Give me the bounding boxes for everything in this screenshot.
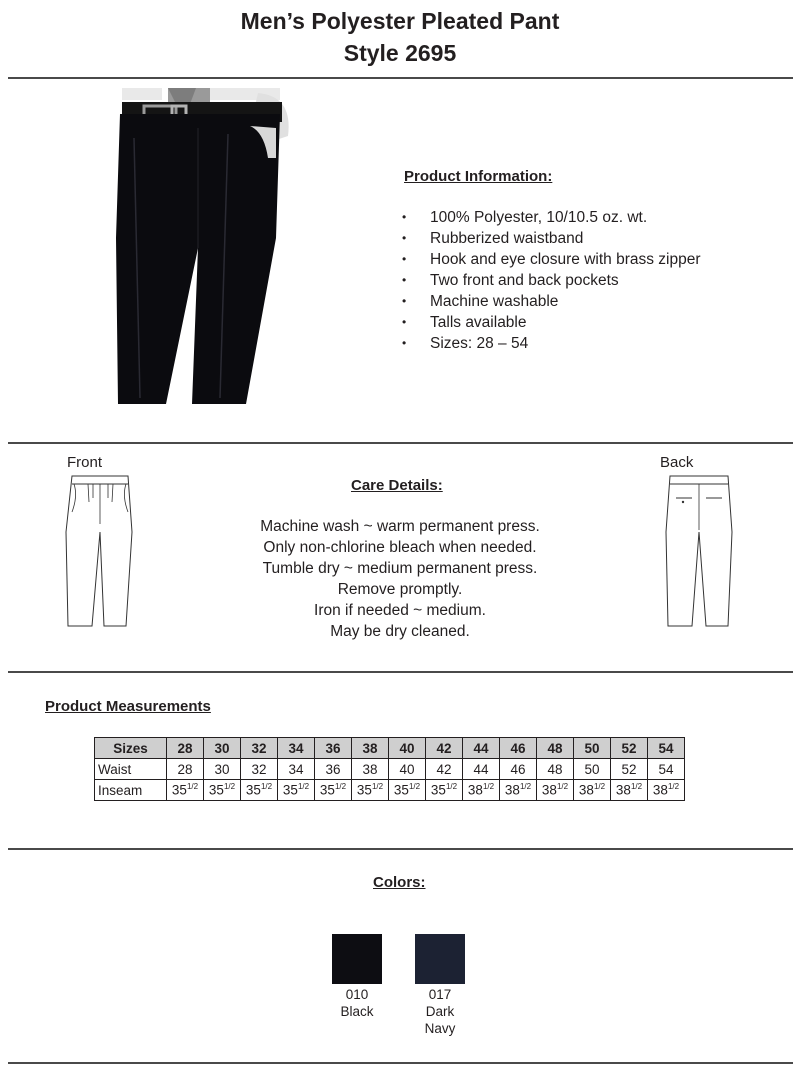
care-instructions bbox=[200, 516, 600, 642]
inseam-cell: $35^{1/2}$ bbox=[389, 780, 426, 801]
color-swatch-dark-navy bbox=[415, 934, 465, 984]
inseam-cell: $35^{1/2}$ bbox=[167, 780, 204, 801]
care-line: Remove promptly. bbox=[337, 581, 463, 598]
divider bbox=[8, 77, 793, 79]
list-item: • Rubberized waistband bbox=[402, 230, 584, 247]
divider bbox=[8, 1062, 793, 1064]
care-line: Only non-chlorine bleach when needed. bbox=[263, 539, 537, 556]
list-item: • Machine washable bbox=[402, 293, 559, 310]
inseam-cell: $38^{1/2}$ bbox=[574, 780, 611, 801]
waist-cell: 54 bbox=[648, 759, 685, 780]
style-number: Style 2695 bbox=[343, 40, 457, 66]
inseam-cell: $38^{1/2}$ bbox=[500, 780, 537, 801]
row-label: Waist bbox=[95, 759, 167, 780]
product-info-list bbox=[402, 207, 701, 354]
colors-heading: Colors: bbox=[373, 874, 426, 891]
waist-cell: 44 bbox=[463, 759, 500, 780]
care-heading: Care Details: bbox=[351, 477, 443, 494]
divider bbox=[8, 671, 793, 673]
pants-photo-icon bbox=[108, 88, 298, 408]
inseam-cell: $35^{1/2}$ bbox=[278, 780, 315, 801]
table-row bbox=[95, 759, 685, 780]
care-line: Tumble dry ~ medium permanent press. bbox=[262, 560, 538, 577]
size-cell: 30 bbox=[204, 738, 241, 759]
inseam-cell: $35^{1/2}$ bbox=[426, 780, 463, 801]
size-cell: 36 bbox=[315, 738, 352, 759]
list-item: • Hook and eye closure with brass zipper bbox=[402, 251, 701, 268]
inseam-cell: $38^{1/2}$ bbox=[463, 780, 500, 801]
divider bbox=[8, 442, 793, 444]
list-item: • Talls available bbox=[402, 314, 527, 331]
pants-back-sketch-icon bbox=[662, 472, 736, 630]
waist-cell: 48 bbox=[537, 759, 574, 780]
size-cell: 38 bbox=[352, 738, 389, 759]
inseam-cell: $35^{1/2}$ bbox=[204, 780, 241, 801]
list-item: • 100% Polyester, 10/10.5 oz. wt. bbox=[402, 209, 648, 226]
color-swatch-black bbox=[332, 934, 382, 984]
pants-front-sketch-icon bbox=[62, 472, 136, 630]
inseam-cell: $38^{1/2}$ bbox=[611, 780, 648, 801]
page-title: Men’s Polyester Pleated Pant bbox=[240, 8, 560, 34]
size-cell: 50 bbox=[574, 738, 611, 759]
waist-cell: 38 bbox=[352, 759, 389, 780]
waist-cell: 34 bbox=[278, 759, 315, 780]
size-cell: 54 bbox=[648, 738, 685, 759]
size-cell: 34 bbox=[278, 738, 315, 759]
waist-cell: 42 bbox=[426, 759, 463, 780]
row-label: Inseam bbox=[95, 780, 167, 801]
measurements-heading: Product Measurements bbox=[45, 698, 211, 715]
size-cell: 44 bbox=[463, 738, 500, 759]
size-table bbox=[94, 737, 685, 801]
list-item: • Two front and back pockets bbox=[402, 272, 619, 289]
waist-cell: 46 bbox=[500, 759, 537, 780]
inseam-cell: $35^{1/2}$ bbox=[241, 780, 278, 801]
size-cell: 48 bbox=[537, 738, 574, 759]
waist-cell: 52 bbox=[611, 759, 648, 780]
waist-cell: 28 bbox=[167, 759, 204, 780]
inseam-cell: $38^{1/2}$ bbox=[537, 780, 574, 801]
waist-cell: 50 bbox=[574, 759, 611, 780]
care-line: Iron if needed ~ medium. bbox=[314, 602, 486, 619]
waist-cell: 36 bbox=[315, 759, 352, 780]
table-row bbox=[95, 780, 685, 801]
care-line: Machine wash ~ warm permanent press. bbox=[260, 518, 540, 535]
divider bbox=[8, 848, 793, 850]
front-label: Front bbox=[67, 454, 103, 471]
size-cell: 46 bbox=[500, 738, 537, 759]
table-header-cell: Sizes bbox=[95, 738, 167, 759]
size-cell: 28 bbox=[167, 738, 204, 759]
product-info-heading: Product Information: bbox=[404, 168, 553, 185]
size-cell: 52 bbox=[611, 738, 648, 759]
back-label: Back bbox=[660, 454, 694, 471]
waist-cell: 32 bbox=[241, 759, 278, 780]
list-item: • Sizes: 28 – 54 bbox=[402, 335, 529, 352]
size-cell: 32 bbox=[241, 738, 278, 759]
table-row bbox=[95, 738, 685, 759]
color-label-black: 010 Black bbox=[340, 987, 374, 1019]
inseam-cell: $35^{1/2}$ bbox=[315, 780, 352, 801]
size-cell: 40 bbox=[389, 738, 426, 759]
waist-cell: 40 bbox=[389, 759, 426, 780]
inseam-cell: $35^{1/2}$ bbox=[352, 780, 389, 801]
color-label-dark-navy: 017 Dark Navy bbox=[424, 987, 456, 1036]
waist-cell: 30 bbox=[204, 759, 241, 780]
size-cell: 42 bbox=[426, 738, 463, 759]
care-line: May be dry cleaned. bbox=[330, 623, 470, 640]
inseam-cell: $38^{1/2}$ bbox=[648, 780, 685, 801]
